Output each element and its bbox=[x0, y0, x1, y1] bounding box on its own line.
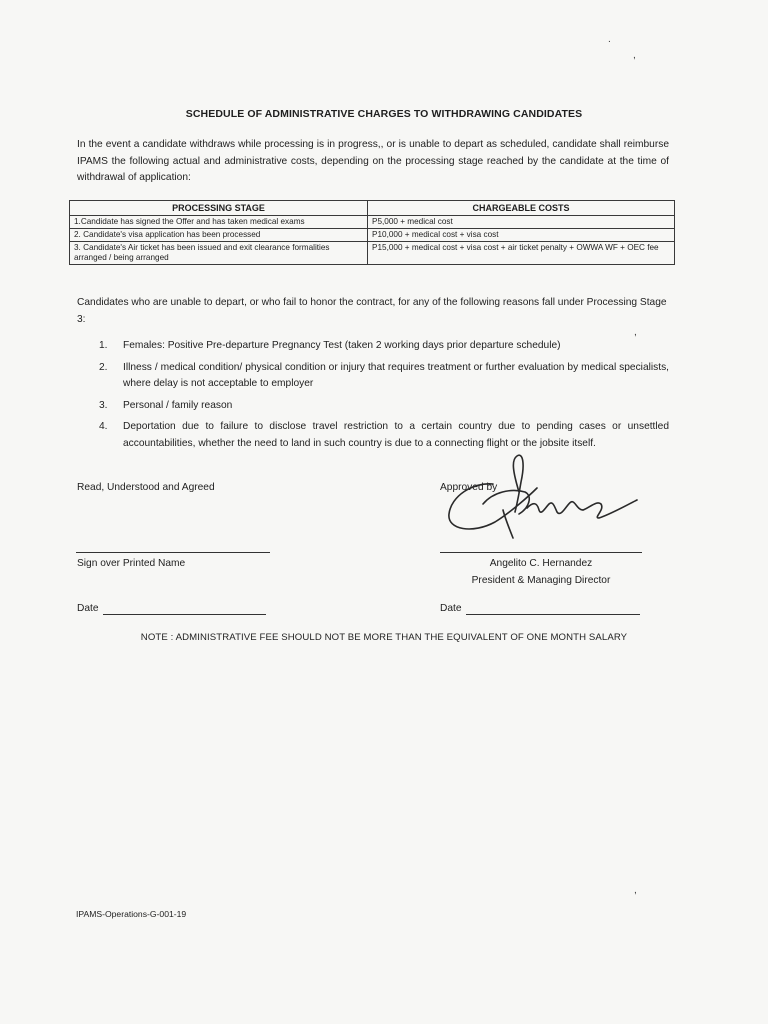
table-header-row bbox=[70, 201, 675, 216]
table-row bbox=[70, 229, 675, 242]
cost-cell: P15,000 + medical cost + visa cost + air ticket penalty + OWWA WF + OEC fee bbox=[368, 242, 675, 265]
cost-cell: P5,000 + medical cost bbox=[368, 216, 675, 229]
list-item bbox=[77, 419, 669, 452]
list-number: 2. bbox=[99, 361, 108, 373]
footer-document-code: IPAMS-Operations-G-001-19 bbox=[76, 909, 187, 919]
handwritten-signature bbox=[433, 452, 643, 542]
list-item bbox=[77, 360, 669, 393]
header-chargeable-costs: CHARGEABLE COSTS bbox=[368, 201, 675, 216]
charges-table bbox=[69, 200, 675, 265]
date-label-right: Date bbox=[440, 603, 462, 614]
date-line-left bbox=[103, 614, 266, 615]
signer-name: Angelito C. Hernandez bbox=[489, 558, 593, 569]
date-line-right bbox=[466, 614, 640, 615]
stage-cell: 1.Candidate has signed the Offer and has taken medical exams bbox=[70, 216, 368, 229]
reasons-list bbox=[77, 338, 669, 457]
header-processing-stage: PROCESSING STAGE bbox=[70, 201, 368, 216]
stage-cell: 3. Candidate's Air ticket has been issued and exit clearance formalities arranged / being arranged bbox=[70, 242, 368, 265]
read-understood-label: Read, Understood and Agreed bbox=[77, 482, 215, 493]
document-page: . , , , SCHEDULE OF ADMINISTRATIVE CHARGES TO WITHDRAWING CANDIDATES In the event a candidate withdraws while processing is in progress,, or is unable to depart as scheduled, candidate shall reimburse IPAMS the following actual and administrative costs, depending on the processing stage reached by the candidate at the time of withdrawal of application: PROCESSING STAGE CHARGEABLE COSTS 1.Candidate has signed the Offer and has taken medical exams P5,000 + medical cost 2. Candidate's visa application has been processed P10,000 + medical cost + visa cost 3. Candidate's Air ticket has been issued and exit clearance formalities arranged / being arranged P15,000 + medical cost + visa cost + air ticket penalty + OWWA WF + OEC fee Candidates who are unable to depart, or who fail to honor the contract, for any of the following reasons fall under Processing Stage 3: 1. Females: Positive Pre-departure Pregnancy Test (taken 2 working days prior departure schedule) 2. Illness / medical condition/ physical condition or injury that requires treatment or further evaluation by medical specialists, where delay is not acceptable to employer 3. Personal / family reason 4. Deportation due to failure to disclose travel restriction to a certain country due to pending cases or unsettled accountabilities, whether the need to land in such country is due to a connecting flight or the jobsite itself. Read, Understood and Agreed Approved by Sign over Printed Name Angelito C. Hernandez President & Managing Director Date Date NOTE : ADMINISTRATIVE FEE SHOULD NOT BE MORE THAN THE EQUIVALENT OF ONE MONTH SALARY IPAMS-Operations-G-001-19 bbox=[0, 0, 768, 1024]
stage3-paragraph: Candidates who are unable to depart, or who fail to honor the contract, for any of the following reasons fall under Processing Stage 3: bbox=[77, 297, 667, 325]
list-text: Illness / medical condition/ physical condition or injury that requires treatment or further evaluation by medical specialists, where delay is not acceptable to employer bbox=[123, 361, 669, 389]
table-row bbox=[70, 216, 675, 229]
sign-line-left bbox=[76, 552, 270, 553]
sign-printed-name-label: Sign over Printed Name bbox=[77, 558, 186, 569]
cost-cell: P10,000 + medical cost + visa cost bbox=[368, 229, 675, 242]
list-text: Deportation due to failure to disclose travel restriction to a certain country due to pending cases or unsettled accountabilities, whether the need to land in such country is due to a connecting flight or the jobsite itself. bbox=[123, 421, 669, 449]
table-row bbox=[70, 242, 675, 265]
list-number: 4. bbox=[99, 421, 108, 432]
list-number: 3. bbox=[99, 399, 108, 411]
list-text: Personal / family reason bbox=[123, 399, 233, 411]
list-number: 1. bbox=[99, 340, 108, 351]
signer-title: President & Managing Director bbox=[471, 575, 611, 586]
intro-paragraph: In the event a candidate withdraws while processing is in progress,, or is unable to depart as scheduled, candidate shall reimburse IPAMS the following actual and administrative costs, depending on the processing stage reached by the candidate at the time of withdrawal of application: bbox=[77, 139, 669, 183]
date-label-left: Date bbox=[77, 603, 99, 614]
sign-line-right bbox=[440, 552, 642, 553]
list-item bbox=[77, 398, 669, 415]
stage-cell: 2. Candidate's visa application has been processed bbox=[70, 229, 368, 242]
list-item bbox=[77, 338, 669, 355]
list-text: Females: Positive Pre-departure Pregnancy Test (taken 2 working days prior departure schedule) bbox=[123, 340, 561, 351]
note-text: NOTE : ADMINISTRATIVE FEE SHOULD NOT BE MORE THAN THE EQUIVALENT OF ONE MONTH SALARY bbox=[140, 632, 628, 643]
approved-by-label: Approved by bbox=[440, 482, 498, 493]
document-title: SCHEDULE OF ADMINISTRATIVE CHARGES TO WITHDRAWING CANDIDATES bbox=[185, 108, 583, 120]
